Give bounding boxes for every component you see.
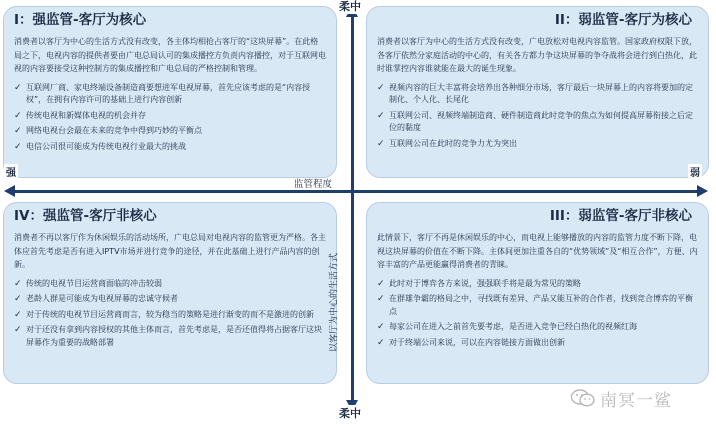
watermark [566, 386, 676, 410]
quadrant-title: I：强监管-客厅为核心 [14, 12, 147, 28]
quadrant-title: III：弱监管-客厅非核心 [549, 208, 692, 224]
vertical-axis-title: 以客厅为中心的生活方式 [329, 253, 340, 353]
quadrant-item-list [14, 82, 326, 154]
quadrant-intro: 消费者以客厅为中心的生活方式没有改变，各主体均相抢占客厅的“这块屏幕”。在此格局之下，电视内容的提供者要由广电总局认可的集成播控方负责内容播控，对于互联网电视的内容要接受这种控制方的集成播控和广电总局的严格控制和管理。 [14, 37, 326, 73]
axis-label-bottom: 柔中 [339, 407, 361, 420]
quadrant-item: ✓ 每家公司在进入之前首先要考虑，是否进入竞争已经白热化的视频红海 [377, 321, 698, 334]
quadrant-weak-regulation-living-room-non-core [366, 202, 709, 384]
quadrant-item: ✓ 互联网公司、视频终端制造商、硬件制造商此时竞争的焦点为如何提高屏幕衔接之后定位的黏度 [377, 110, 698, 135]
axis-label-right: 弱 [688, 164, 702, 179]
quadrant-item: ✓ 在群雄争霸的格局之中，寻找既有差异、产品又能互补的合作者，找到竞合博弈的平衡点 [377, 293, 698, 318]
quadrant-item: ✓ 老龄人群是可能成为电视屏幕的忠诚守候者 [14, 293, 326, 306]
horizontal-axis-line [14, 190, 698, 193]
quadrant-item: ✓ 互联网公司在此时的竞争力尤为突出 [377, 138, 698, 151]
arrow-left-icon [4, 185, 15, 197]
quadrant-item: ✓ 电信公司很可能成为传统电视行业最大的挑战 [14, 141, 326, 154]
quadrant-item: ✓ 传统的电视节目运营商面临的冲击较弱 [14, 278, 326, 291]
quadrant-strong-regulation-living-room-core [3, 6, 337, 178]
quadrant-item: ✓ 对于传统的电视节目运营商而言，较为稳当的策略是进行渐变的而不是激进的创新 [14, 309, 326, 322]
horizontal-axis-title: 监管程度 [294, 179, 333, 190]
quadrant-weak-regulation-living-room-core [366, 6, 709, 178]
quadrant-item: ✓ 互联网厂商、家电终端设备制造商要想进军电视屏幕，首先应该考虑的是“内容授权”，在拥有内容许可的基础上进行内容创新 [14, 82, 326, 107]
quadrant-title: II：弱监管-客厅为核心 [554, 12, 692, 28]
axis-label-top: 柔中 [339, 0, 361, 13]
quadrant-strong-regulation-living-room-non-core [3, 202, 337, 384]
wechat-icon [570, 388, 596, 408]
arrow-right-icon [697, 185, 708, 197]
quadrant-item-list [14, 278, 326, 350]
quadrant-intro: 此情景下，客厅不再是休闲娱乐的中心，而电视上能够播放的内容的监管力度不断下降，电视这块屏幕的价值在不断下降。主体间更加注重各自的“优势领域”及“相互合作”，方便、内容丰富的产品更能赢得消费者的青睐。 [377, 233, 698, 269]
vertical-axis-line [351, 14, 354, 406]
quadrant-item: ✓ 对于终端公司来说，可以在内容链接方面做出创新 [377, 337, 698, 350]
quadrant-title: IV：强监管-客厅非核心 [14, 208, 157, 224]
axis-label-left: 强 [4, 164, 18, 179]
quadrant-item-list [377, 278, 698, 350]
watermark-text: 南冥一鲨 [600, 390, 672, 411]
quadrant-item-list [377, 82, 698, 151]
quadrant-item: ✓ 对于还没有拿到内容授权的其他主体而言，首先考虑是，是否还值得将占据客厅这块屏幕作为重要的战略部署 [14, 324, 326, 349]
quadrant-item: ✓ 传统电视和新媒体电视的机会并存 [14, 110, 326, 123]
quadrant-item: ✓ 此时对于博弈各方来说，强强联手将是最为常见的策略 [377, 278, 698, 291]
quadrant-intro: 消费者不再以客厅作为休闲娱乐的活动场所，广电总局对电视内容的监管更为严格。各主体应首先考虑是否有进入IPTV市场并进行竞争的途径，并在此基础上进行产品内容的创新。 [14, 233, 326, 269]
quadrant-intro: 消费者以客厅为中心的生活方式没有改变，广电放松对电视内容监管。国家政府权限下放，各客厅依然分家庭活动的中心的，有关各方都力争这块屏幕的争夺战将会进行到白热化，此时谁掌控内容谁就能在最大的诞生现象。 [377, 37, 697, 73]
quadrant-item: ✓ 视频内容的巨大丰富将会培养出各种细分市场，客厅最后一块屏幕上的内容将要加的定制化、个人化、长尾化 [377, 82, 698, 107]
quadrant-item: ✓ 网络电视台会最在未来的竞争中得到巧妙的平衡点 [14, 125, 326, 138]
